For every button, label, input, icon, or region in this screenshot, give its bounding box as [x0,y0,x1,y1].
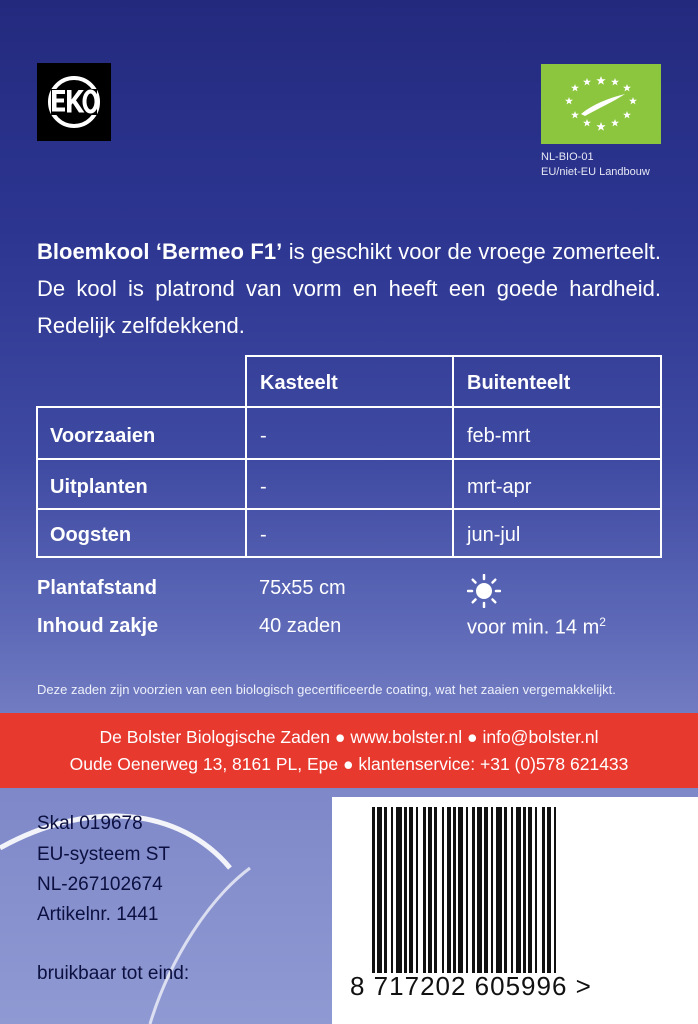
cell-oogsten-kasteelt: - [260,524,267,546]
barcode-bar [372,807,375,973]
eu-organic-leaf-logo [541,64,661,144]
barcode-number: 8 717202 605996 > [350,971,592,1001]
barcode-bar [542,807,545,973]
barcode-bar [442,807,444,973]
contact-line-1: De Bolster Biologische Zaden ● www.bolster.nl ● info@bolster.nl [99,727,599,747]
barcode-bar [516,807,521,973]
eu-certification-text [541,150,698,180]
coverage-unit-superscript: 2 [599,615,606,629]
barcode-bar [416,807,418,973]
barcode-bar [428,807,432,973]
cell-oogsten-buitenteelt: jun-jul [467,524,521,546]
barcode-bar [511,807,513,973]
barcode-bars [372,807,672,973]
spacing-label: Plantafstand [37,577,158,599]
sowing-table [36,355,662,558]
column-header-kasteelt: Kasteelt [260,372,338,394]
contents-label: Inhoud zakje [37,615,159,637]
barcode-bar [404,807,407,973]
column-header-buitenteelt: Buitenteelt [467,372,571,394]
barcode-bar [523,807,526,973]
cell-voorzaaien-buitenteelt: feb-mrt [467,425,531,447]
row-label-oogsten: Oogsten [50,524,132,546]
barcode-bar [377,807,382,973]
contact-line-2: Oude Oenerweg 13, 8161 PL, Epe ● klantenservice: +31 (0)578 621433 [69,754,629,774]
barcode-bar [472,807,475,973]
cell-uitplanten-buitenteelt: mrt-apr [467,476,532,498]
product-name: Bloemkool ‘Bermeo F1’ [37,239,283,264]
cell-voorzaaien-kasteelt: - [260,425,267,447]
barcode-bar [491,807,493,973]
cell-uitplanten-kasteelt: - [260,476,267,498]
eu-system: EU-systeem ST [37,844,171,865]
contact-band [0,713,698,788]
barcode-bar [391,807,393,973]
coverage-value [467,615,606,640]
row-label-uitplanten: Uitplanten [50,476,148,498]
barcode-bar [453,807,456,973]
product-description [37,233,661,344]
eko-logo [37,63,111,141]
barcode-bar [466,807,468,973]
barcode-bar [434,807,437,973]
barcode-bar [458,807,463,973]
barcode-bar [547,807,551,973]
article-number: Artikelnr. 1441 [37,904,159,925]
barcode-bar [384,807,387,973]
sun-icon [467,574,501,608]
eu-cert-origin: EU/niet-EU Landbouw [541,166,650,178]
barcode-bar [535,807,537,973]
coating-note: Deze zaden zijn voorzien van een biologisch gecertificeerde coating, wat het zaaien vergemakkelijkt. [37,682,616,697]
barcode-bar [396,807,402,973]
barcode-bar [554,807,556,973]
best-before-label: bruikbaar tot eind: [37,963,190,984]
nl-code: NL-267102674 [37,874,163,895]
barcode-bar [484,807,488,973]
barcode-bar [528,807,532,973]
skal-number: Skal 019678 [37,813,143,834]
row-label-voorzaaien: Voorzaaien [50,425,156,447]
barcode-bar [423,807,426,973]
barcode-bar [447,807,451,973]
description-text: is geschikt voor de vroege zomerteelt. De kool is platrond van vorm en heeft een goede hardheid. Redelijk zelfdekkend. [37,239,661,338]
coverage-text: voor min. 14 m [467,616,600,639]
barcode-bar [409,807,413,973]
eu-cert-code: NL-BIO-01 [541,151,594,163]
barcode-bar [496,807,502,973]
barcode-bar [477,807,482,973]
barcode [332,797,698,1024]
barcode-bar [504,807,507,973]
contents-value: 40 zaden [259,615,342,637]
spacing-value: 75x55 cm [259,577,346,599]
